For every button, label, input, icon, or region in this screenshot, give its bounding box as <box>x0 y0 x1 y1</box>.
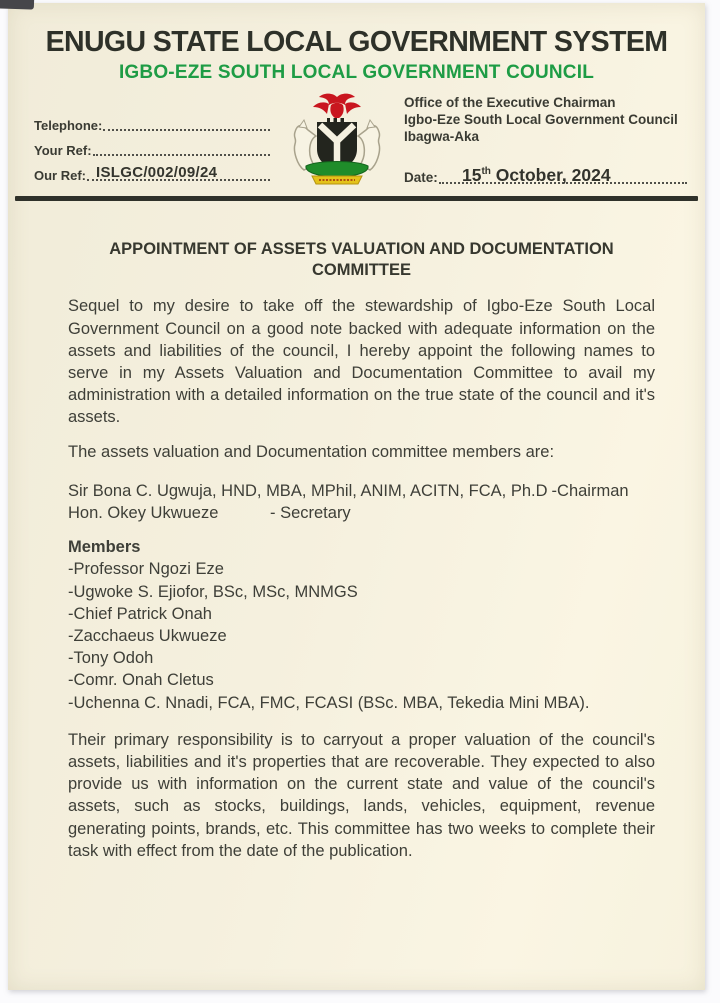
opening-paragraph: Sequel to my desire to take off the stewardship of Igbo-Eze South Local Government Council on a good note backed with adequate information on the assets and liabilities of the council, I hereby appoint the following names to serve in my Assets Valuation and Documentation Committee to avail my administration with a detailed information on the true state of the council and it's assets. <box>68 297 655 427</box>
members-list <box>68 536 655 714</box>
members-heading: Members <box>68 538 141 557</box>
letter-page <box>8 3 705 990</box>
responsibility-paragraph: Their primary responsibility is to carryout a proper valuation of the council's assets, liabilities and it's properties that are recoverable. They expected to also provide us with information on the current state and value of the council's assets, such as stocks, buildings, lands, vehicles, equipment, revenue generating points, brands, etc. This committee has two weeks to complete their task with effect from the date of the publication. <box>68 730 655 860</box>
member-item: -Uchenna C. Nnadi, FCA, FMC, FCASI (BSc. MBA, Tekedia Mini MBA). <box>68 693 590 712</box>
dotted-leader <box>93 154 270 156</box>
date-row <box>404 164 687 187</box>
org-title: ENUGU STATE LOCAL GOVERNMENT SYSTEM <box>45 26 668 58</box>
scan-corner-artifact <box>0 0 34 10</box>
officers-list <box>68 480 655 524</box>
document-title-line2: COMMITTEE <box>312 261 411 280</box>
office-line: Ibagwa-Aka <box>404 129 480 145</box>
member-item: -Zacchaeus Ukwueze <box>68 626 227 645</box>
document-title <box>68 239 655 281</box>
dotted-leader <box>103 129 270 131</box>
telephone-label: Telephone: <box>34 118 103 134</box>
committee-intro-line: The assets valuation and Documentation committee members are: <box>68 442 555 461</box>
your-ref-row <box>34 141 270 159</box>
member-item: -Ugwoke S. Ejiofor, BSc, MSc, MNMGS <box>68 582 358 601</box>
telephone-row <box>34 116 270 134</box>
officer-role: -Chairman <box>551 481 629 500</box>
officer-role: - Secretary <box>270 503 351 522</box>
crest-container <box>276 90 398 194</box>
letter-body <box>8 201 705 862</box>
our-ref-label: Our Ref: <box>34 168 86 184</box>
member-item: -Tony Odoh <box>68 649 154 668</box>
officer-name: Sir Bona C. Ugwuja, HND, MBA, MPhil, ANIM, ACITN, FCA, Ph.D <box>68 481 548 500</box>
officer-name: Hon. Okey Ukwueze <box>68 503 219 522</box>
member-item: -Chief Patrick Onah <box>68 604 212 623</box>
document-title-line1: APPOINTMENT OF ASSETS VALUATION AND DOCUMENTATION <box>109 240 614 259</box>
nigeria-coat-of-arms-icon <box>277 90 397 194</box>
date-value: 15th October, 2024 <box>462 164 611 185</box>
letterhead-header <box>8 27 705 84</box>
member-item: -Comr. Onah Cletus <box>68 671 214 690</box>
member-item: -Professor Ngozi Eze <box>68 560 224 579</box>
our-ref-value: ISLGC/002/09/24 <box>96 164 218 182</box>
letterhead-block <box>8 84 705 192</box>
council-subtitle: IGBO-EZE SOUTH LOCAL GOVERNMENT COUNCIL <box>118 62 595 84</box>
your-ref-label: Your Ref: <box>34 143 92 159</box>
officer-row-chairman <box>68 480 655 502</box>
office-line: Igbo-Eze South Local Government Council <box>404 112 678 128</box>
reference-column <box>34 90 270 191</box>
our-ref-row <box>34 166 270 184</box>
date-label: Date: <box>404 170 438 186</box>
officer-row-secretary <box>68 502 655 524</box>
office-column <box>404 90 687 187</box>
office-line: Office of the Executive Chairman <box>404 95 616 111</box>
